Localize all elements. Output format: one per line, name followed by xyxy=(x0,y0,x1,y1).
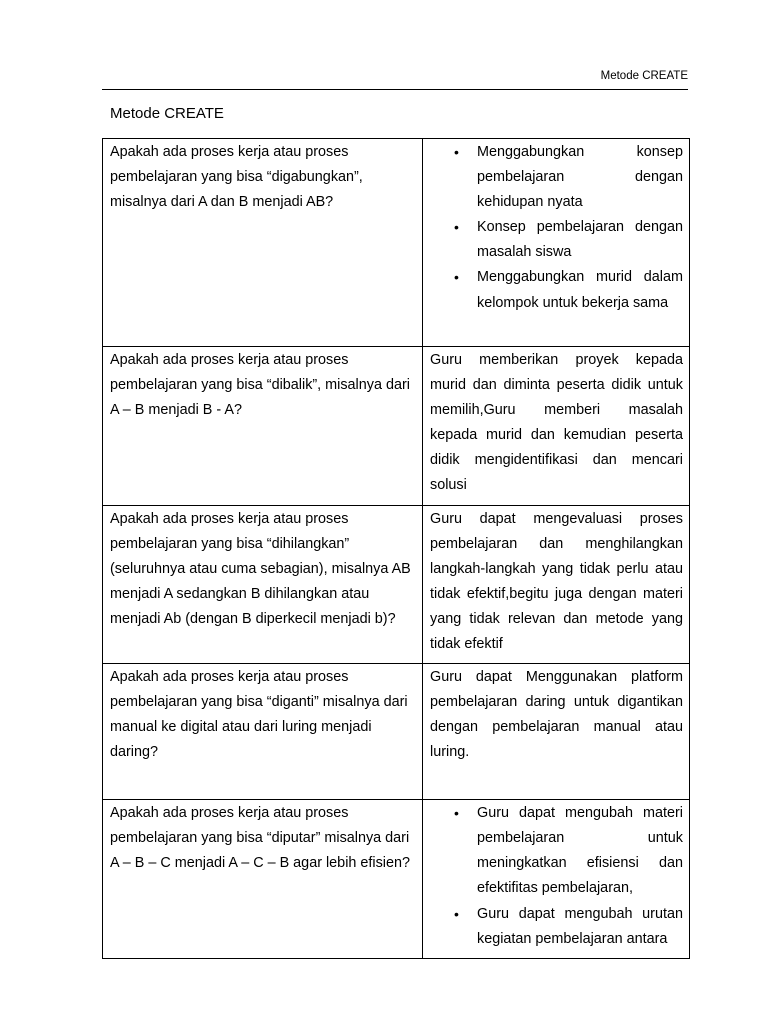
answer-cell xyxy=(423,505,690,664)
answer-cell xyxy=(423,800,690,959)
table-row xyxy=(103,505,690,664)
question-cell xyxy=(103,139,423,347)
document-title: Metode CREATE xyxy=(110,105,224,122)
question-cell xyxy=(103,664,423,800)
running-header: Metode CREATE xyxy=(102,69,688,90)
list-item: • Guru dapat mengubah urutan kegiatan pembelajaran antara xyxy=(477,902,683,952)
table-row xyxy=(103,347,690,506)
create-method-table xyxy=(102,138,690,959)
list-item: • Menggabungkan konsep pembelajaran dengan kehidupan nyata xyxy=(477,140,683,215)
answer-text: Guru memberikan proyek kepada murid dan diminta peserta didik untuk memilih,Guru memberi masalah kepada murid dan kemudian peserta didik mengidentifikasi dan mencari solusi xyxy=(430,352,683,494)
answer-cell xyxy=(423,664,690,800)
table-row xyxy=(103,664,690,800)
answer-text: Guru dapat Menggunakan platform pembelajaran daring untuk digantikan dengan pembelajaran manual atau luring. xyxy=(430,669,683,761)
answer-bullet-list xyxy=(430,801,683,952)
answer-bullet-list xyxy=(430,140,683,316)
list-item: • Konsep pembelajaran dengan masalah siswa xyxy=(477,215,683,265)
question-text: Apakah ada proses kerja atau proses pembelajaran yang bisa “dihilangkan” (seluruhnya atau cuma sebagian), misalnya AB menjadi A sedangkan B dihilangkan atau menjadi Ab (dengan B diperkecil menjadi b)? xyxy=(110,510,411,627)
table-row xyxy=(103,139,690,347)
answer-cell xyxy=(423,139,690,347)
question-text: Apakah ada proses kerja atau proses pembelajaran yang bisa “diganti” misalnya dari manual ke digital atau dari luring menjadi daring? xyxy=(110,669,408,761)
question-cell xyxy=(103,505,423,664)
question-cell xyxy=(103,800,423,959)
question-text: Apakah ada proses kerja atau proses pembelajaran yang bisa “digabungkan”, misalnya dari A dan B menjadi AB? xyxy=(110,144,363,211)
question-text: Apakah ada proses kerja atau proses pembelajaran yang bisa “diputar” misalnya dari A – B – C menjadi A – C – B agar lebih efisien? xyxy=(110,805,410,872)
answer-text: Guru dapat mengevaluasi proses pembelajaran dan menghilangkan langkah-langkah yang tidak perlu atau tidak efektif,begitu juga dengan materi yang tidak relevan dan metode yang tidak efektif xyxy=(430,510,683,653)
list-item: • Guru dapat mengubah materi pembelajaran untuk meningkatkan efisiensi dan efektifitas pembelajaran, xyxy=(477,801,683,901)
table-row xyxy=(103,800,690,959)
question-cell xyxy=(103,347,423,506)
question-text: Apakah ada proses kerja atau proses pembelajaran yang bisa “dibalik”, misalnya dari A – B menjadi B - A? xyxy=(110,352,410,419)
list-item: • Menggabungkan murid dalam kelompok untuk bekerja sama xyxy=(477,265,683,315)
answer-cell xyxy=(423,347,690,506)
